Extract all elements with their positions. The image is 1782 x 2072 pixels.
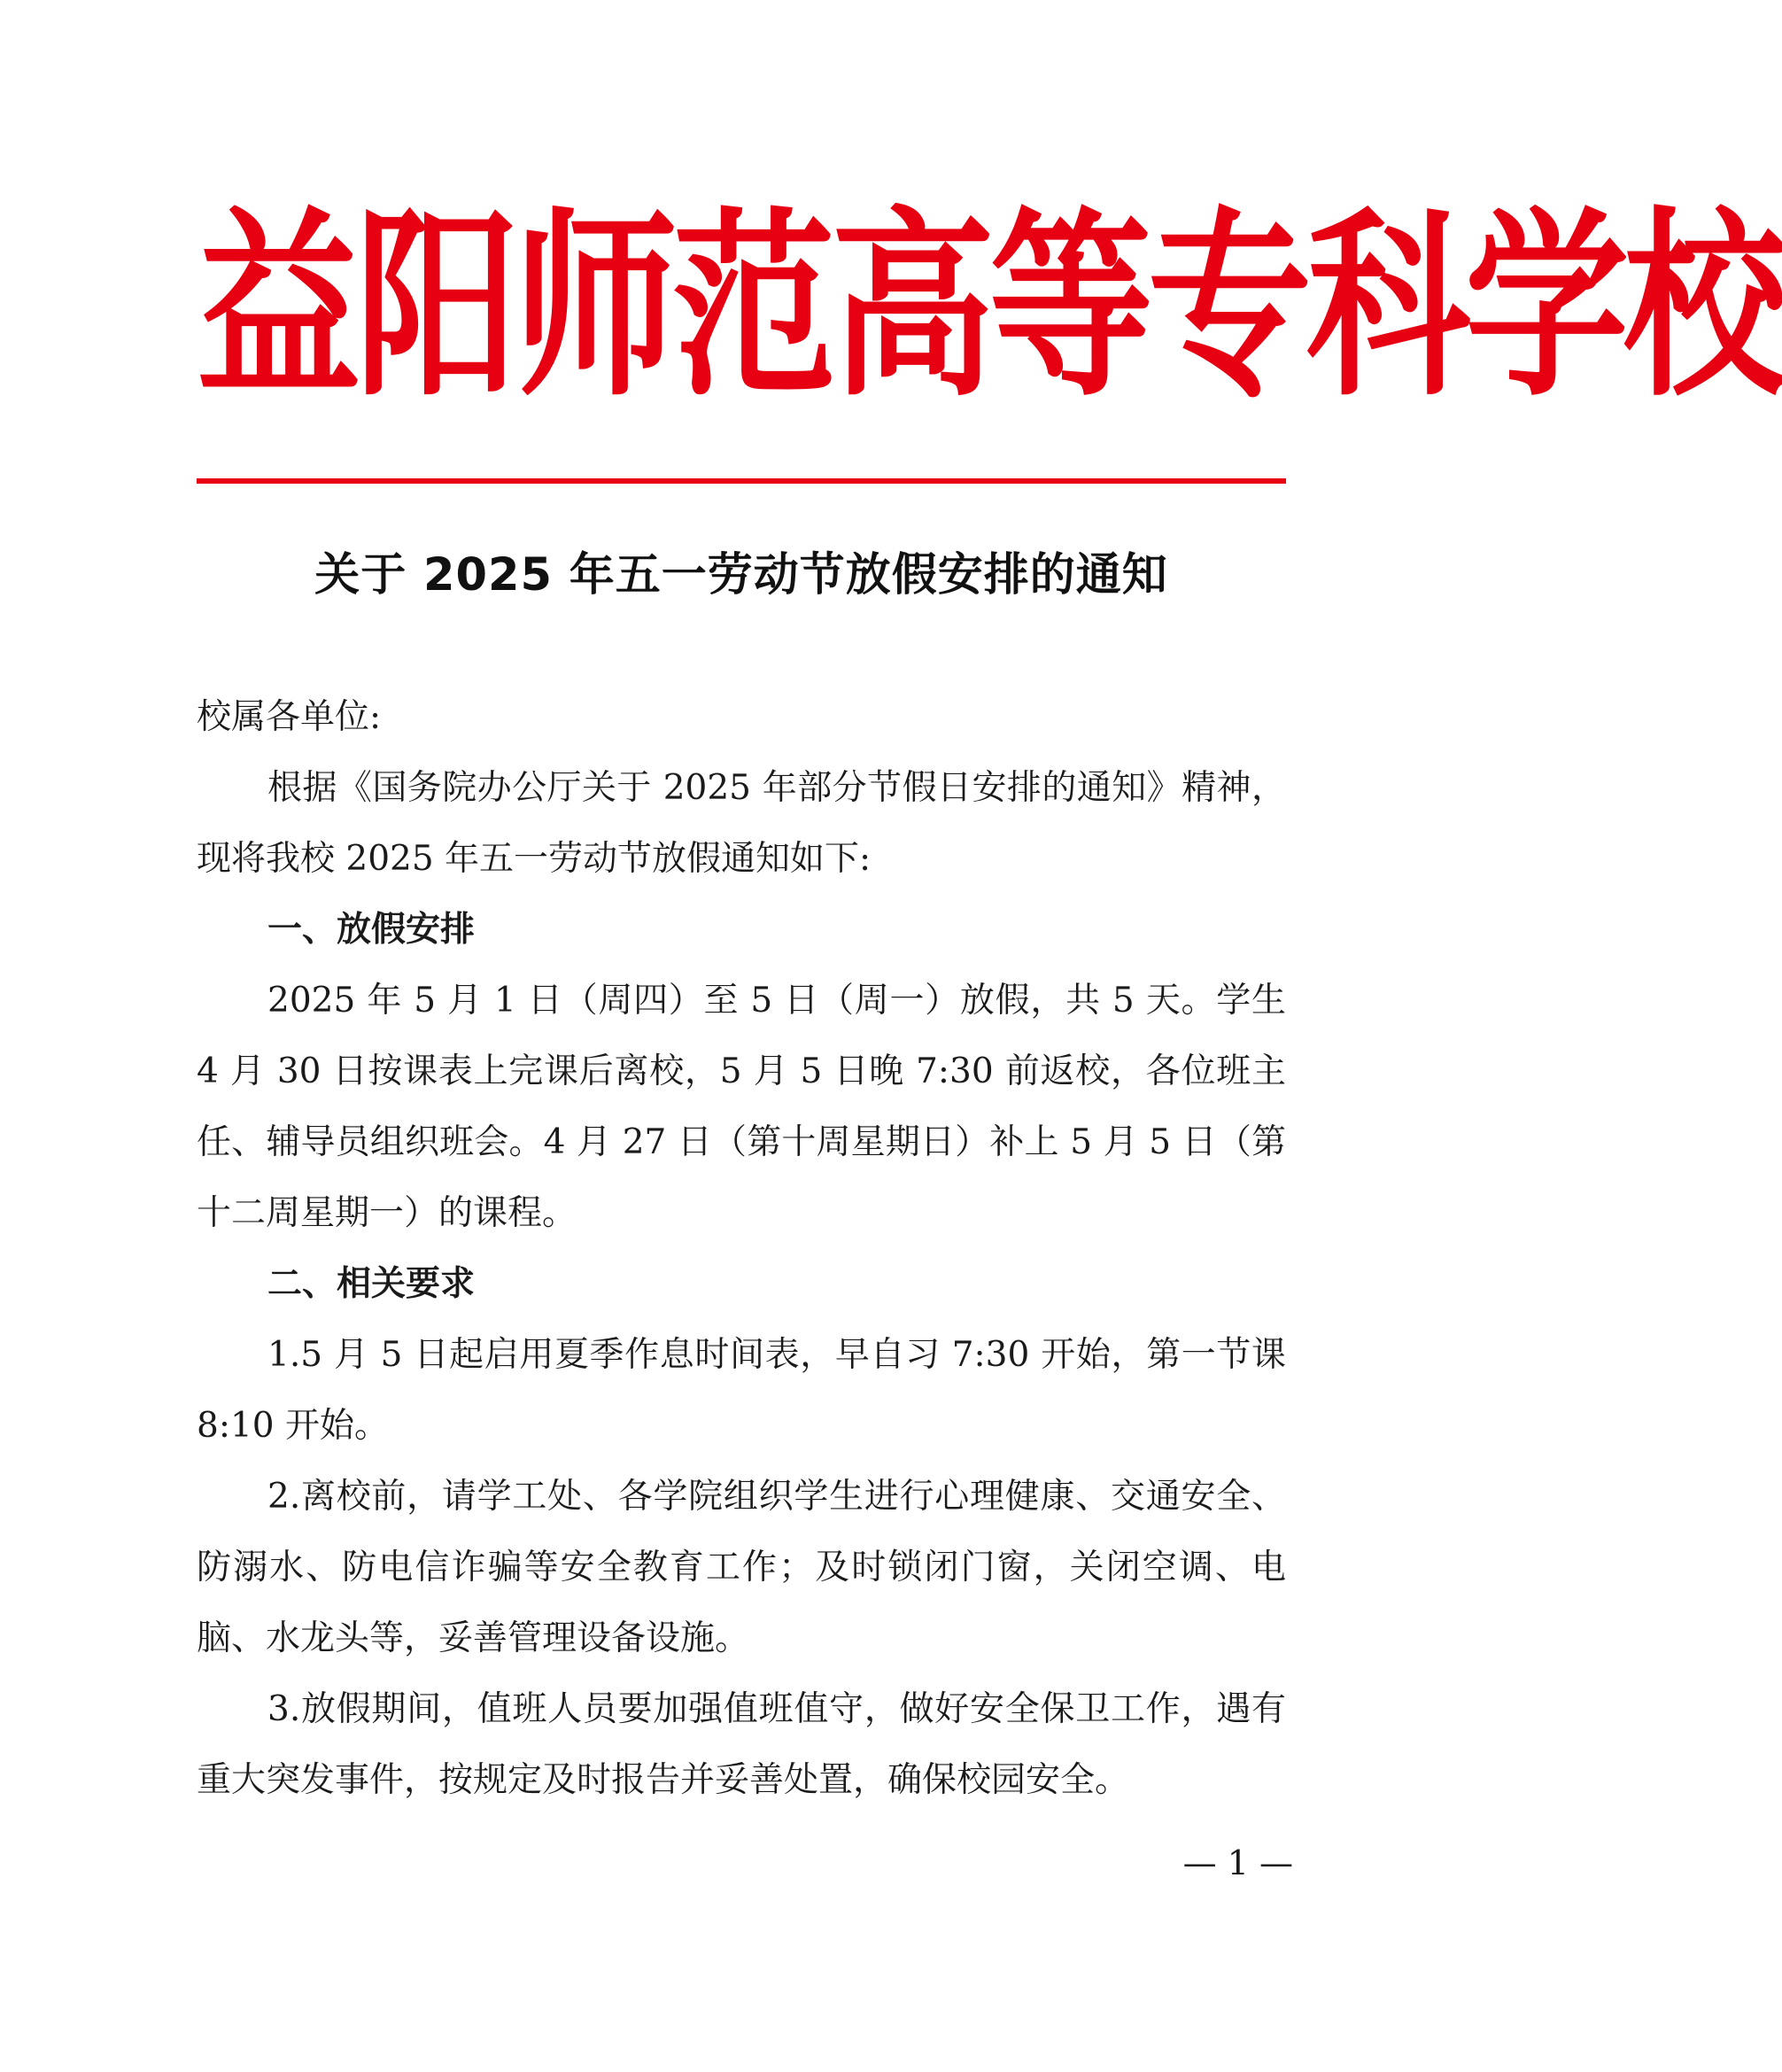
- masthead-char: 校: [1623, 187, 1782, 423]
- masthead-char: 益: [197, 187, 355, 423]
- masthead-char: 专: [1148, 187, 1306, 423]
- masthead-char: 学: [1465, 187, 1623, 423]
- holiday-arrangement-paragraph: 2025 年 5 月 1 日（周四）至 5 日（周一）放假，共 5 天。学生 4 月 30 日按课表上完课后离校，5 月 5 日晚 7:30 前返校，各位班主任、辅导员组织班会。4 月 27 日（第十周星期日）补上 5 月 5 日（第十二周星期一）的课程。: [197, 981, 1286, 1233]
- masthead-char: 阳: [355, 187, 514, 423]
- intro-paragraph: 根据《国务院办公厅关于 2025 年部分节假日安排的通知》精神，现将我校 2025 年五一劳动节放假通知如下:: [197, 768, 1286, 879]
- page-number: — 1 —: [1182, 1843, 1293, 1882]
- notice-body: [197, 682, 1286, 1816]
- salutation: 校属各单位:: [197, 697, 382, 737]
- masthead-char: 师: [514, 187, 672, 423]
- masthead-char: 高: [831, 187, 989, 423]
- section-heading-requirements: 二、相关要求: [267, 1264, 476, 1304]
- masthead-char: 等: [989, 187, 1148, 423]
- requirement-item: 3.放假期间，值班人员要加强值班值守，做好安全保卫工作，遇有重大突发事件，按规定及时报告并妥善处置，确保校园安全。: [197, 1689, 1286, 1800]
- notice-title: 关于 2025 年五一劳动节放假安排的通知: [314, 549, 1168, 601]
- masthead-char: 科: [1306, 187, 1465, 423]
- masthead-char: 范: [672, 187, 831, 423]
- requirement-item: 2.离校前，请学工处、各学院组织学生进行心理健康、交通安全、防溺水、防电信诈骗等安全教育工作；及时锁闭门窗，关闭空调、电脑、水龙头等，妥善管理设备设施。: [197, 1477, 1286, 1658]
- requirement-item: 1.5 月 5 日起启用夏季作息时间表，早自习 7:30 开始，第一节课 8:10 开始。: [197, 1335, 1286, 1446]
- red-divider: [197, 478, 1286, 484]
- section-heading-holiday: 一、放假安排: [267, 910, 476, 950]
- school-masthead: [197, 186, 1782, 425]
